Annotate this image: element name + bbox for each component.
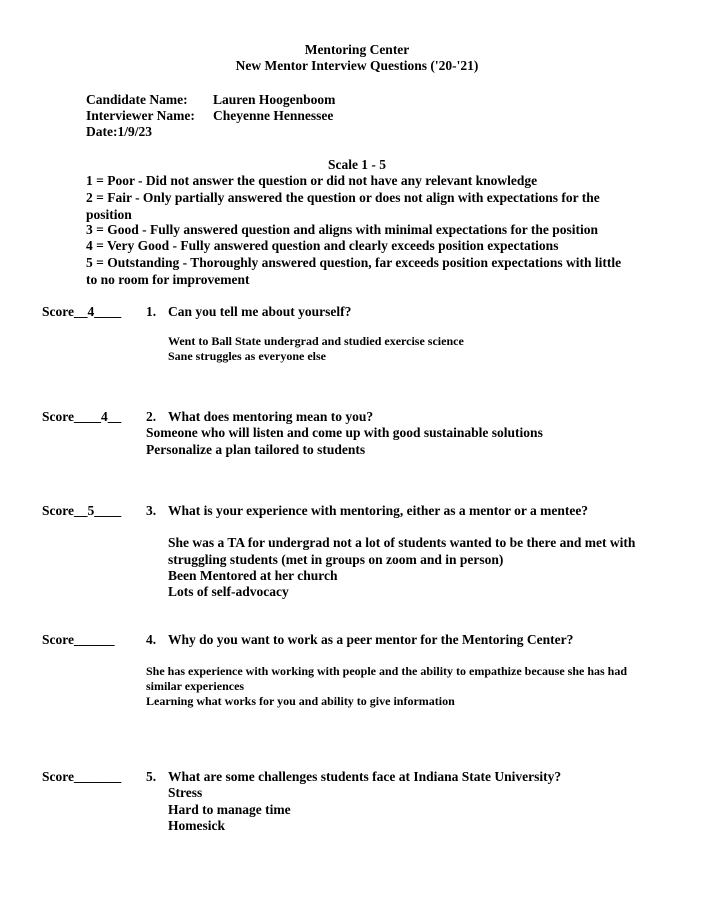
question-5-answer-2: Hard to manage time: [168, 802, 291, 817]
document-subtitle: New Mentor Interview Questions ('20-'21): [235, 58, 479, 73]
question-5-number: 5.: [146, 769, 157, 784]
question-5-answer-1: Stress: [168, 785, 203, 800]
question-3-answer-2: Been Mentored at her church: [168, 568, 338, 583]
scale-title: Scale 1 - 5: [327, 157, 387, 172]
candidate-name-row: [86, 92, 335, 109]
question-5-answer-3: Homesick: [168, 818, 225, 833]
document-title: Mentoring Center: [304, 42, 410, 57]
question-1-answer-2: Sane struggles as everyone else: [168, 349, 326, 363]
question-2-answer-2: Personalize a plan tailored to students: [146, 442, 366, 457]
question-2-number: 2.: [146, 409, 157, 424]
interviewer-name-row: [86, 108, 333, 125]
scale-item-3: 3 = Good - Fully answered question and aligns with minimal expectations for the position: [86, 222, 598, 237]
interview-date: Date:1/9/23: [86, 124, 152, 139]
question-1-number: 1.: [146, 304, 157, 319]
scale-item-5: 5 = Outstanding - Thoroughly answered question, far exceeds position expectations with little to no room for improvement: [86, 255, 622, 287]
scale-item-4: 4 = Very Good - Fully answered question and clearly exceeds position expectations: [86, 238, 559, 253]
question-3-text: What is your experience with mentoring, either as a mentor or a mentee?: [168, 503, 589, 518]
scale-item-1: 1 = Poor - Did not answer the question or did not have any relevant knowledge: [86, 173, 538, 188]
question-2-text: What does mentoring mean to you?: [168, 409, 374, 424]
question-4-text: Why do you want to work as a peer mentor for the Mentoring Center?: [168, 632, 574, 647]
question-5-text: What are some challenges students face at Indiana State University?: [168, 769, 562, 784]
candidate-name-label: Candidate Name:: [86, 92, 188, 107]
question-3-score: Score__5____: [42, 503, 122, 518]
question-3-answer-1: She was a TA for undergrad not a lot of students wanted to be there and met with struggling students (met in groups on zoom and in person): [168, 535, 636, 567]
question-1-answer-1: Went to Ball State undergrad and studied exercise science: [168, 334, 464, 348]
question-2-score: Score____4__: [42, 409, 122, 424]
question-4-number: 4.: [146, 632, 157, 647]
question-4-answer-2: Learning what works for you and ability to give information: [146, 694, 455, 708]
question-2-answer-1: Someone who will listen and come up with good sustainable solutions: [146, 425, 543, 440]
interviewer-name-value: Cheyenne Hennessee: [213, 108, 334, 123]
question-4-answer-1: She has experience with working with people and the ability to empathize because she has had similar experiences: [146, 664, 628, 693]
question-1-score: Score__4____: [42, 304, 122, 319]
question-5-score: Score_______: [42, 769, 122, 784]
scale-item-2: 2 = Fair - Only partially answered the question or does not align with expectations for the position: [86, 190, 600, 222]
candidate-name-value: Lauren Hoogenboom: [213, 92, 336, 107]
question-3-answer-3: Lots of self-advocacy: [168, 584, 289, 599]
question-3-number: 3.: [146, 503, 157, 518]
question-1-text: Can you tell me about yourself?: [168, 304, 352, 319]
question-4-score: Score______: [42, 632, 115, 647]
interviewer-name-label: Interviewer Name:: [86, 108, 195, 123]
